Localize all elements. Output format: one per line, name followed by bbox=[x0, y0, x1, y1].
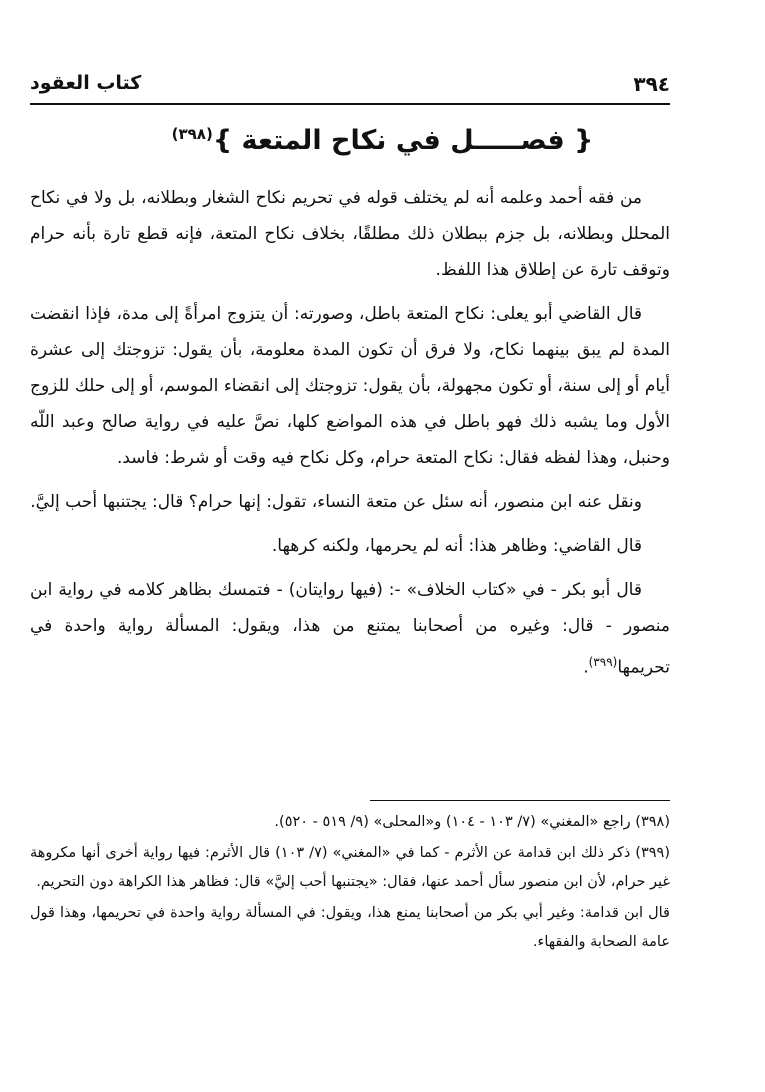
chapter-title-text: { فصـــــل في نكاح المتعة } bbox=[212, 125, 594, 156]
period: . bbox=[583, 657, 589, 678]
footnote: (٣٩٩) ذكر ذلك ابن قدامة عن الأثرم - كما في «المغني» (٧/ ١٠٣) قال الأثرم: فيها رواية أخرى أنها مكروهة غير حرام، لأن ابن منصور سأل أحمد عنها، فقال: «يجتنبها أحب إليَّ» قال: فظاهر هذا الكراهة دون التحريم. bbox=[30, 845, 670, 890]
footnote-ref: (٣٩٩) bbox=[588, 655, 618, 669]
footnote: قال ابن قدامة: وغير أبي بكر من أصحابنا يمنع هذا، ويقول: في المسألة رواية واحدة في تحريمها، وهذا قول عامة الصحابة والفقهاء. bbox=[30, 905, 670, 950]
page-header bbox=[30, 72, 670, 106]
footnotes bbox=[30, 808, 670, 959]
running-head: كتاب العقود bbox=[30, 72, 142, 94]
footnote-rule bbox=[370, 800, 670, 801]
page-number: ٣٩٤ bbox=[633, 72, 670, 96]
paragraph-text: قال القاضي: وظاهر هذا: أنه لم يحرمها، ولكنه كرهها. bbox=[271, 536, 642, 556]
footnote: (٣٩٨) راجع «المغني» (٧/ ١٠٣ - ١٠٤) و«المحلى» (٩/ ٥١٩ - ٥٢٠). bbox=[274, 814, 670, 830]
paragraph bbox=[30, 572, 670, 686]
paragraph bbox=[30, 296, 670, 476]
paragraph-text: ونقل عنه ابن منصور، أنه سئل عن متعة النساء، تقول: إنها حرام؟ قال: يجتنبها أحب إليَّ. bbox=[30, 492, 642, 512]
paragraph-text: قال أبو بكر - في «كتاب الخلاف» -: (فيها روايتان) - فتمسك بظاهر كلامه في رواية ابن منصور - قال: وغيره من أصحابنا يمتنع من هذا، ويقول: المسألة رواية واحدة في تحريمها bbox=[30, 580, 670, 678]
paragraph bbox=[30, 180, 670, 288]
chapter-title bbox=[120, 125, 645, 156]
chapter-footnote-ref: (٣٩٨) bbox=[171, 125, 213, 143]
main-text bbox=[30, 180, 670, 694]
paragraph-text: قال القاضي أبو يعلى: نكاح المتعة باطل، وصورته: أن يتزوج امرأةً إلى مدة، فإذا انقضت المدة لم يبق بينهما نكاح، ولا فرق أن تكون المدة معلومة، بأن يقول: تزوجتك إلى عشرة أيام أو إلى سنة، أو تكون مجهولة، بأن يقول: تزوجتك إلى انقضاء الموسم، أو إلى حلك للزوج الأول وما يشبه ذلك فهو باطل في هذه المواضع كلها، نصَّ عليه في رواية صالح وعبد اللّه وحنبل، وهذا لفظه فقال: نكاح المتعة حرام، وكل نكاح فيه وقت أو شرط: فاسد. bbox=[30, 304, 670, 468]
paragraph bbox=[30, 484, 670, 520]
paragraph-text: من فقه أحمد وعلمه أنه لم يختلف قوله في تحريم نكاح الشغار وبطلانه، بل ولا في نكاح المحلل وبطلانه، بل جزم ببطلان ذلك مطلقًا، بخلاف نكاح المتعة، فإنه قطع تارة بأنه حرام وتوقف تارة عن إطلاق هذا اللفظ. bbox=[30, 188, 670, 280]
header-rule bbox=[30, 103, 670, 105]
paragraph bbox=[30, 528, 670, 564]
